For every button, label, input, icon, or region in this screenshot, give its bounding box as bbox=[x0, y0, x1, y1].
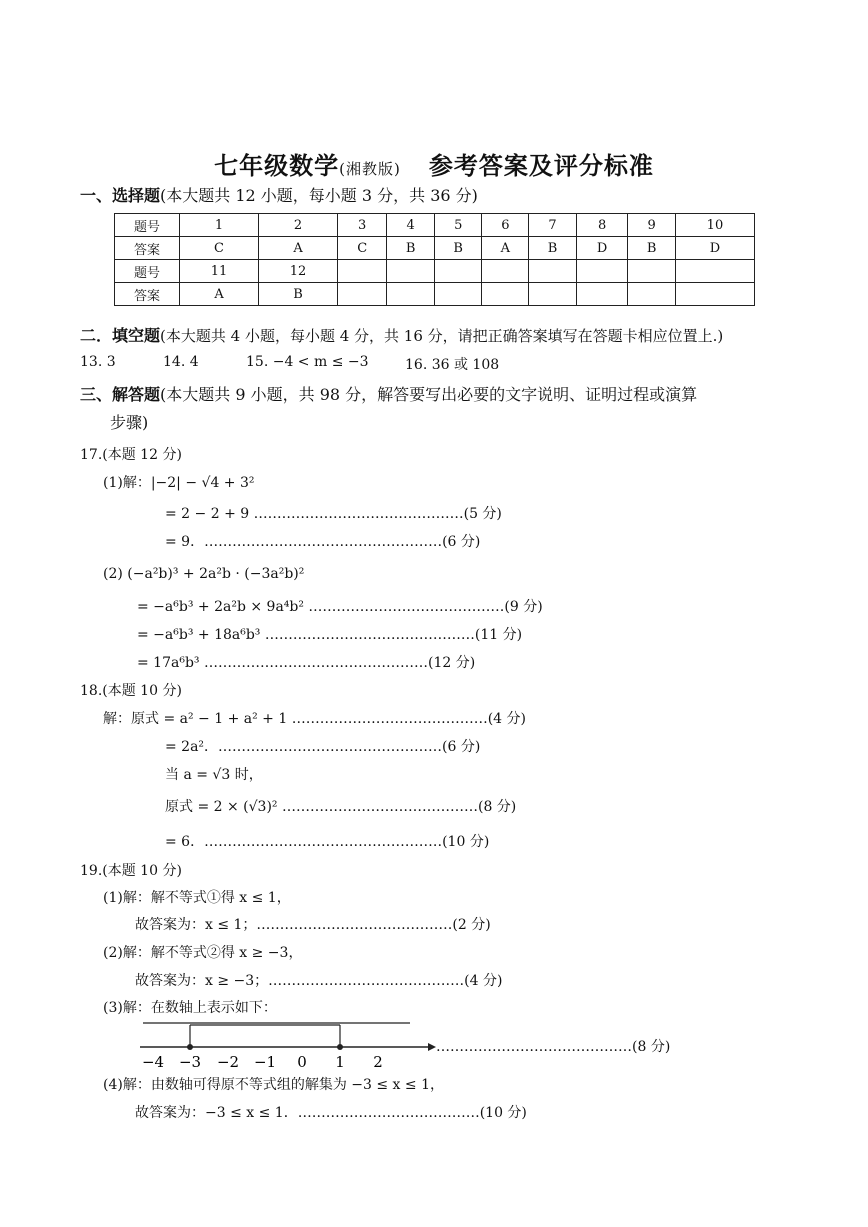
table-cell bbox=[576, 283, 628, 306]
table-cell: 题号 bbox=[115, 260, 180, 283]
section1-heading bbox=[80, 183, 478, 206]
table-cell: 题号 bbox=[115, 214, 180, 237]
table-cell: 1 bbox=[180, 214, 259, 237]
table-cell: 8 bbox=[576, 214, 628, 237]
section3-note-cont: 步骤) bbox=[110, 413, 149, 432]
table-cell bbox=[434, 283, 482, 306]
table-cell: D bbox=[675, 237, 754, 260]
q17-part2-step3: = 17a⁶b³ …………………………………………(12 分) bbox=[137, 655, 476, 671]
table-cell bbox=[628, 283, 676, 306]
fill-answer-14: 14. 4 bbox=[163, 354, 199, 370]
table-cell: B bbox=[628, 237, 676, 260]
tick-label: 2 bbox=[373, 1053, 383, 1071]
q17-heading: 17.(本题 12 分) bbox=[80, 447, 182, 463]
table-cell: B bbox=[387, 237, 435, 260]
q18-step5: = 6．……………………………………………(10 分) bbox=[165, 834, 490, 850]
table-cell: 答案 bbox=[115, 237, 180, 260]
q18-step4: 原式 = 2 × (√3)² ……………………………………(8 分) bbox=[165, 799, 517, 815]
q18-step3: 当 a = √3 时， bbox=[165, 767, 263, 783]
tick-label: −2 bbox=[216, 1053, 240, 1071]
fill-answer-15: 15. −4 < m ≤ −3 bbox=[246, 354, 369, 370]
table-cell: A bbox=[482, 237, 529, 260]
page-title bbox=[0, 146, 868, 181]
q19-heading: 19.(本题 10 分) bbox=[80, 863, 182, 879]
tick-label: −1 bbox=[253, 1053, 277, 1071]
table-cell bbox=[387, 260, 435, 283]
table-cell: 答案 bbox=[115, 283, 180, 306]
q18-step2: = 2a²．…………………………………………(6 分) bbox=[165, 739, 481, 755]
table-row bbox=[115, 237, 755, 260]
table-cell: 10 bbox=[675, 214, 754, 237]
table-cell: 11 bbox=[180, 260, 259, 283]
table-cell: C bbox=[180, 237, 259, 260]
tick-label: 0 bbox=[297, 1053, 307, 1071]
table-cell: 6 bbox=[482, 214, 529, 237]
fill-answer-16: 16. 36 或 108 bbox=[405, 357, 500, 373]
section2-heading bbox=[80, 323, 723, 346]
table-cell: B bbox=[434, 237, 482, 260]
q18-heading: 18.(本题 10 分) bbox=[80, 683, 182, 699]
section3-note: (本大题共 9 小题，共 98 分，解答要写出必要的文字说明、证明过程或演算 bbox=[160, 385, 698, 404]
q19-part4-answer: 故答案为：−3 ≤ x ≤ 1．…………………………………(10 分) bbox=[135, 1105, 527, 1121]
number-line bbox=[130, 1015, 440, 1073]
table-row bbox=[115, 260, 755, 283]
table-cell bbox=[675, 283, 754, 306]
table-cell: D bbox=[576, 237, 628, 260]
section3-heading bbox=[80, 382, 697, 405]
tick-label: −4 bbox=[141, 1053, 165, 1071]
q19-part4: (4)解：由数轴可得原不等式组的解集为 −3 ≤ x ≤ 1， bbox=[103, 1077, 444, 1093]
point-1 bbox=[337, 1044, 343, 1050]
table-row bbox=[115, 214, 755, 237]
q17-part2-step1: = −a⁶b³ + 2a²b × 9a⁴b² ……………………………………(9 分) bbox=[137, 599, 543, 615]
q19-part2-answer: 故答案为：x ≥ −3；……………………………………(4 分) bbox=[135, 973, 503, 989]
section2-head: 二．填空题 bbox=[80, 326, 161, 345]
table-cell: 3 bbox=[338, 214, 387, 237]
table-row bbox=[115, 283, 755, 306]
point-minus-3 bbox=[187, 1044, 193, 1050]
table-cell bbox=[576, 260, 628, 283]
answer-table bbox=[114, 213, 755, 306]
table-cell bbox=[628, 260, 676, 283]
q17-part1-step1: = 2 − 2 + 9 ………………………………………(5 分) bbox=[165, 506, 502, 522]
table-cell bbox=[529, 283, 577, 306]
title-edition: (湘教版) bbox=[339, 160, 401, 178]
table-cell: A bbox=[259, 237, 338, 260]
table-cell bbox=[338, 260, 387, 283]
q17-part2-step2: = −a⁶b³ + 18a⁶b³ ………………………………………(11 分) bbox=[137, 627, 523, 643]
table-cell bbox=[675, 260, 754, 283]
table-cell: 2 bbox=[259, 214, 338, 237]
table-cell bbox=[482, 260, 529, 283]
table-cell: 7 bbox=[529, 214, 577, 237]
q19-part2: (2)解：解不等式②得 x ≥ −3， bbox=[103, 945, 303, 961]
section2-note: (本大题共 4 小题，每小题 4 分，共 16 分，请把正确答案填写在答题卡相应位置上.) bbox=[160, 327, 724, 345]
axis-arrow bbox=[428, 1043, 436, 1051]
tick-label: 1 bbox=[335, 1053, 345, 1071]
q17-part2: (2) (−a²b)³ + 2a²b · (−3a²b)² bbox=[103, 566, 305, 582]
section3-head: 三、解答题 bbox=[80, 385, 161, 404]
table-cell bbox=[434, 260, 482, 283]
section1-head: 一、选择题 bbox=[80, 186, 161, 205]
table-cell bbox=[387, 283, 435, 306]
table-cell bbox=[482, 283, 529, 306]
title-part-1: 七年级数学 bbox=[214, 151, 340, 180]
q19-part3: (3)解：在数轴上表示如下： bbox=[103, 1000, 277, 1016]
table-cell: A bbox=[180, 283, 259, 306]
q17-part1: (1)解：|−2| − √4 + 3² bbox=[103, 475, 255, 491]
fill-answer-13: 13. 3 bbox=[80, 354, 116, 370]
q18-step1: 解：原式 = a² − 1 + a² + 1 ……………………………………(4 分) bbox=[103, 711, 526, 727]
section1-note: (本大题共 12 小题，每小题 3 分，共 36 分) bbox=[160, 186, 478, 205]
title-part-2: 参考答案及评分标准 bbox=[428, 151, 654, 180]
q17-part1-step2: = 9．……………………………………………(6 分) bbox=[165, 534, 481, 550]
table-cell: C bbox=[338, 237, 387, 260]
tick-label: −3 bbox=[178, 1053, 202, 1071]
table-cell bbox=[529, 260, 577, 283]
q19-part1: (1)解：解不等式①得 x ≤ 1， bbox=[103, 890, 291, 906]
table-cell: 4 bbox=[387, 214, 435, 237]
q19-part1-answer: 故答案为：x ≤ 1；……………………………………(2 分) bbox=[135, 917, 491, 933]
table-cell bbox=[338, 283, 387, 306]
table-cell: 12 bbox=[259, 260, 338, 283]
table-cell: B bbox=[259, 283, 338, 306]
table-cell: 5 bbox=[434, 214, 482, 237]
q19-part3-score: ……………………………………(8 分) bbox=[436, 1039, 671, 1055]
table-cell: 9 bbox=[628, 214, 676, 237]
table-cell: B bbox=[529, 237, 577, 260]
